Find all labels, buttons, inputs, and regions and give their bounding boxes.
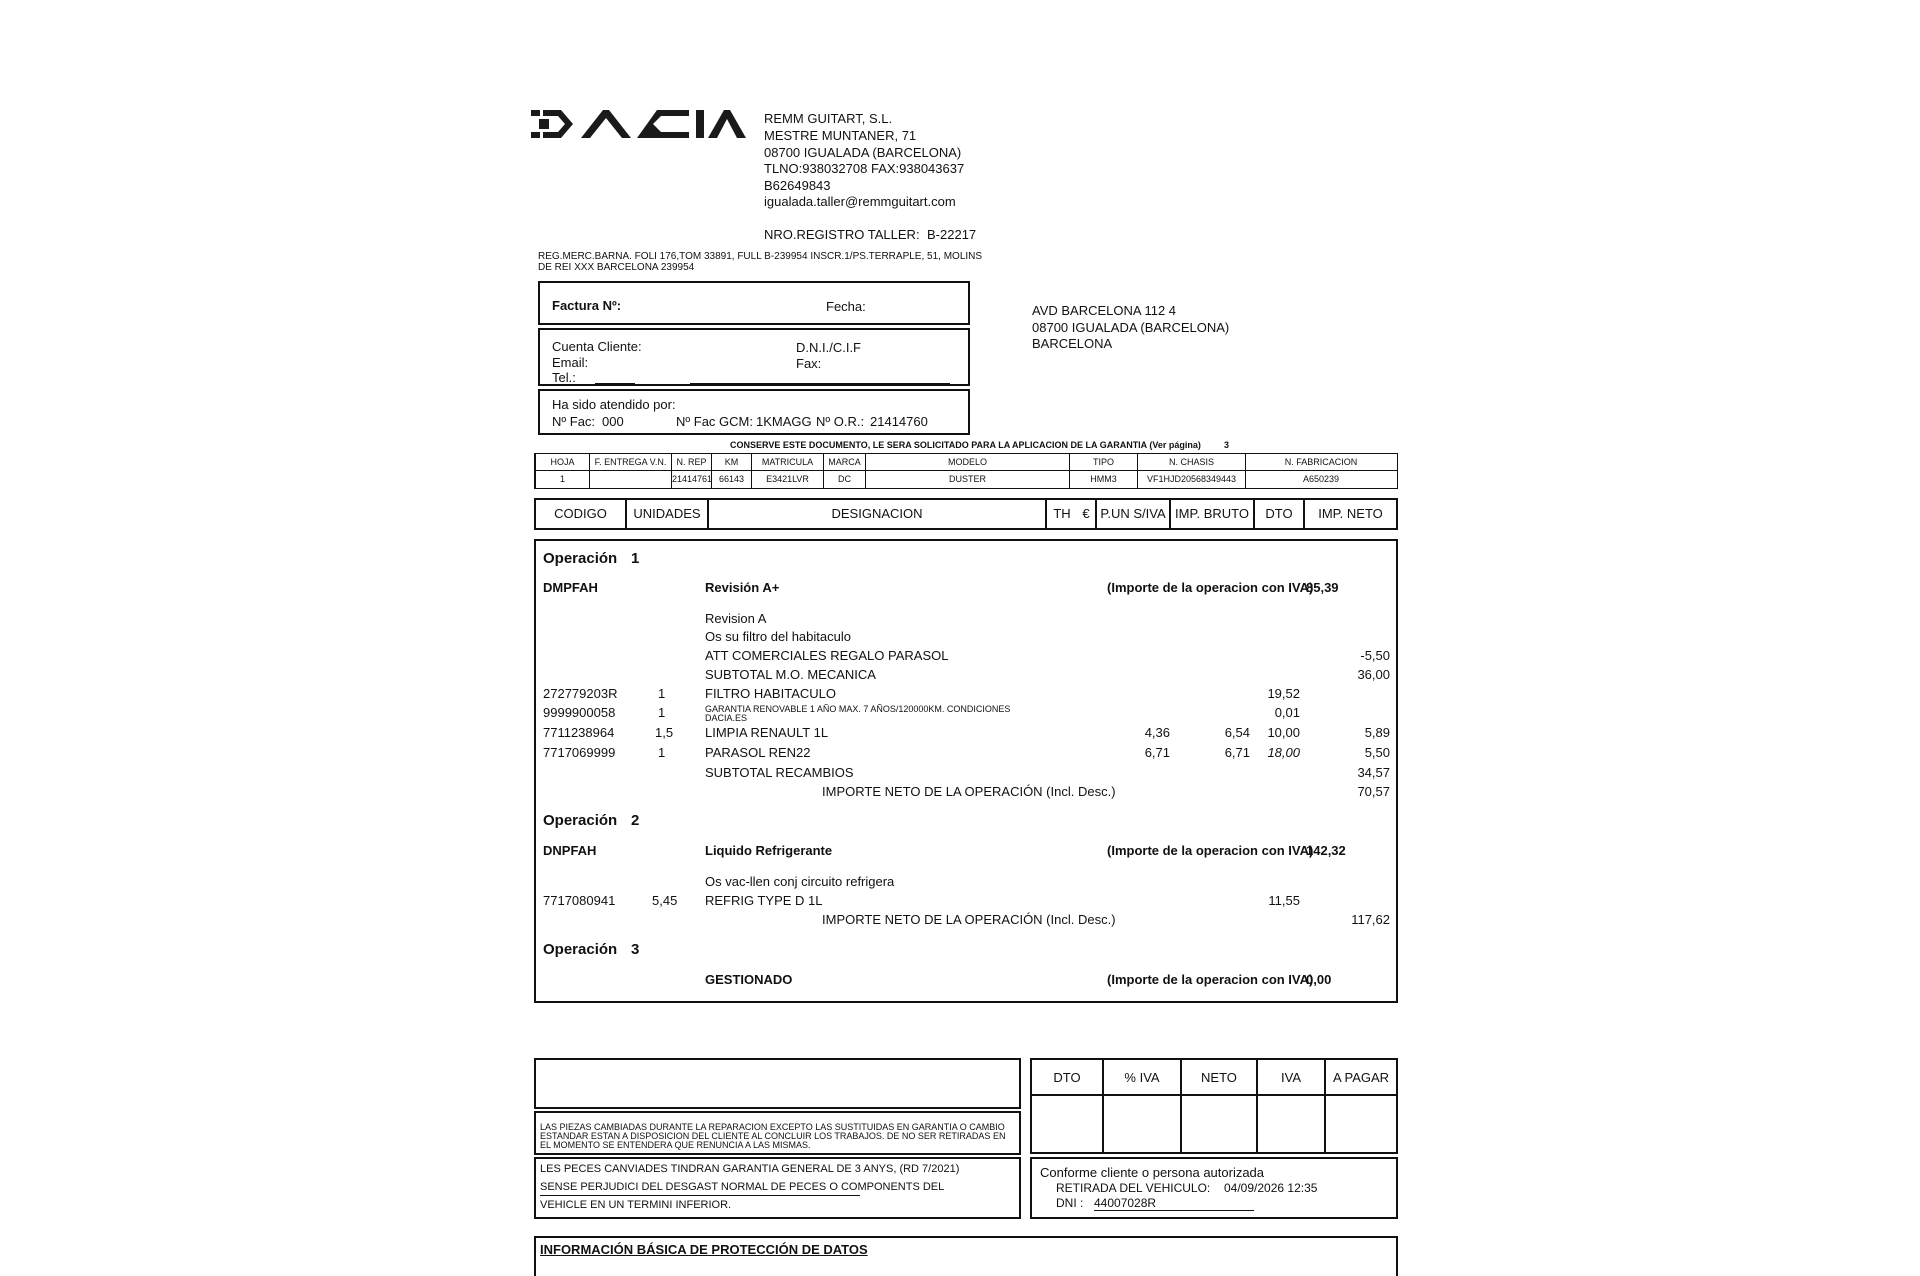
col-unidades: UNIDADES xyxy=(625,500,707,528)
op2-importe-value: 142,32 xyxy=(1306,843,1346,858)
op1-neto-value: 70,57 xyxy=(1357,784,1390,799)
table-row-dto: 10,00 xyxy=(1267,725,1300,740)
op1-sub-mo: SUBTOTAL M.O. MECANICA xyxy=(705,667,876,682)
op1-number: 1 xyxy=(631,550,640,567)
vehicle-col-marca xyxy=(823,454,865,488)
op2-desc1: Os vac-llen conj circuito refrigera xyxy=(705,874,895,889)
attended-by-box xyxy=(538,389,970,435)
vehicle-header: MARCA xyxy=(828,457,861,467)
col-dto: DTO xyxy=(1253,500,1303,528)
vehicle-col-nrep xyxy=(671,454,711,488)
warranty-line1: LES PECES CANVIADES TINDRAN GARANTIA GENERAL DE 3 ANYS, (RD 7/2021) xyxy=(540,1163,960,1175)
op1-att-neto: -5,50 xyxy=(1360,648,1390,663)
table-row-bruto: 6,54 xyxy=(1224,725,1250,740)
vehicle-header: HOJA xyxy=(550,457,575,467)
vehicle-col-entrega xyxy=(589,454,671,488)
table-row-bruto: 6,71 xyxy=(1224,745,1250,760)
op3-title: Operación xyxy=(543,941,618,958)
dni-value: 44007028R xyxy=(1094,1196,1157,1210)
totals-box xyxy=(1030,1058,1398,1154)
registro-value: B-22217 xyxy=(927,227,977,242)
dni-label: DNI : xyxy=(1056,1196,1084,1210)
dni-cif-label: D.N.I./C.I.F xyxy=(796,340,861,355)
totals-iva: IVA xyxy=(1256,1060,1324,1152)
warranty-line2: SENSE PERJUDICI DEL DESGAST NORMAL DE PECES O COMPONENTS DEL xyxy=(540,1181,945,1193)
op1-neto-label: IMPORTE NETO DE LA OPERACIÓN (Incl. Desc.) xyxy=(822,784,1116,799)
op1-title: Operación xyxy=(543,550,618,567)
gcm-value: 1KMAGG xyxy=(756,414,812,429)
totals-iva-pct: % IVA xyxy=(1102,1060,1180,1152)
vehicle-header: MODELO xyxy=(947,457,987,467)
vehicle-table xyxy=(534,453,1398,489)
fax-label: Fax: xyxy=(796,356,822,371)
op3-importe-value: 0,00 xyxy=(1306,972,1332,987)
op1-importe-label: (Importe de la operacion con IVA) xyxy=(1107,580,1314,595)
vehicle-col-modelo xyxy=(865,454,1069,488)
col-designacion: DESIGNACION xyxy=(707,500,1045,528)
op1-att: ATT COMERCIALES REGALO PARASOL xyxy=(705,648,949,663)
op1-code: DMPFAH xyxy=(543,580,598,595)
vehicle-header: MATRICULA xyxy=(761,457,814,467)
vehicle-value: 21414761 xyxy=(672,474,713,484)
warranty-box xyxy=(534,1157,1021,1219)
vehicle-header: N. CHASIS xyxy=(1168,457,1214,467)
warranty-line3: VEHICLE EN UN TERMINI INFERIOR. xyxy=(540,1199,732,1211)
totals-dto: DTO xyxy=(1053,1070,1081,1085)
table-row-desig: GARANTIA RENOVABLE 1 AÑO MAX. 7 AÑOS/120000KM. CONDICIONES DACIA.ES xyxy=(705,704,1011,723)
totals-neto: NETO xyxy=(1180,1060,1256,1152)
data-protection-title: INFORMACIÓN BÁSICA DE PROTECCIÓN DE DATOS xyxy=(540,1242,868,1257)
col-pun: P.UN S/IVA xyxy=(1095,500,1169,528)
op2-number: 2 xyxy=(631,812,640,829)
table-row-dto: 18,00 xyxy=(1267,745,1300,760)
vehicle-value: 1 xyxy=(559,474,565,484)
customer-address-line3: BARCELONA xyxy=(1032,336,1113,351)
legal-notice-1: LAS PIEZAS CAMBIADAS DURANTE LA REPARACION EXCEPTO LAS SUSTITUIDAS EN GARANTIA O CAMBIO ESTANDAR ESTAN A DISPOSICION DEL CLIENTE AL CONCLUIR LOS TRABAJOS. DE NO SER RETIRADAS EN EL MOMENTO SE ENTENDERA QUE RENUNCIA A LAS MISMAS. xyxy=(540,1122,1006,1150)
company-name: REMM GUITART, S.L. xyxy=(764,111,893,126)
table-row-units: 5,45 xyxy=(652,893,678,908)
dacia-logo xyxy=(531,108,746,140)
op1-name: Revisión A+ xyxy=(705,580,780,595)
operations-box xyxy=(534,539,1398,1003)
op2-neto-value: 117,62 xyxy=(1351,912,1390,927)
vehicle-header: TIPO xyxy=(1092,457,1114,467)
vehicle-col-fabricacion xyxy=(1245,454,1396,488)
vehicle-header: N. REP xyxy=(676,457,707,467)
vehicle-col-matricula xyxy=(751,454,823,488)
op3-importe-label: (Importe de la operacion con IVA) xyxy=(1107,972,1314,987)
vehicle-col-chasis xyxy=(1137,454,1245,488)
table-row-units: 1 xyxy=(658,745,666,760)
company-street: MESTRE MUNTANER, 71 xyxy=(764,128,917,143)
vehicle-header: F. ENTREGA V.N. xyxy=(594,457,667,467)
cuenta-label: Cuenta Cliente: xyxy=(552,339,642,354)
customer-address-line1: AVD BARCELONA 112 4 xyxy=(1032,303,1177,318)
or-label: Nº O.R.: xyxy=(816,414,865,429)
op3-name: GESTIONADO xyxy=(705,972,793,987)
table-row-neto: 5,50 xyxy=(1364,745,1390,760)
col-currency: € xyxy=(1082,506,1090,521)
customer-account-box xyxy=(538,328,970,386)
op1-importe-value: 85,39 xyxy=(1306,580,1339,595)
op1-sub-rec: SUBTOTAL RECAMBIOS xyxy=(705,765,854,780)
op2-code: DNPFAH xyxy=(543,843,597,858)
table-row-pun: 4,36 xyxy=(1144,725,1170,740)
table-row-dto: 11,55 xyxy=(1268,893,1300,908)
company-cif: B62649843 xyxy=(764,178,831,193)
signature-box xyxy=(1030,1157,1398,1219)
nfac-value: 000 xyxy=(602,414,624,429)
table-row-dto: 0,01 xyxy=(1274,705,1300,720)
table-row-units: 1,5 xyxy=(655,725,674,740)
table-row-code: 9999900058 xyxy=(543,705,616,720)
or-value: 21414760 xyxy=(870,414,928,429)
email-label: Email: xyxy=(552,355,589,370)
table-row-desig: LIMPIA RENAULT 1L xyxy=(705,725,829,740)
vehicle-header: KM xyxy=(724,457,739,467)
table-row-units: 1 xyxy=(658,705,666,720)
table-row-desig: FILTRO HABITACULO xyxy=(705,686,836,701)
tel-label: Tel.: xyxy=(552,370,576,385)
table-row-desig: REFRIG TYPE D 1L xyxy=(705,893,823,908)
op3-number: 3 xyxy=(631,941,640,958)
table-row-neto: 5,89 xyxy=(1364,725,1390,740)
op1-desc2: Os su filtro del habitaculo xyxy=(705,629,851,644)
company-phones: TLNO:938032708 FAX:938043637 xyxy=(764,161,965,176)
vehicle-value: DUSTER xyxy=(948,474,986,484)
op1-sub-rec-neto: 34,57 xyxy=(1357,765,1390,780)
retirada-value: 04/09/2026 12:35 xyxy=(1224,1181,1318,1195)
table-row-code: 7717069999 xyxy=(543,745,616,760)
observations-box xyxy=(534,1058,1021,1109)
table-row-code: 272779203R xyxy=(543,686,618,701)
fecha-label: Fecha: xyxy=(826,299,866,314)
vehicle-value: HMM3 xyxy=(1090,474,1117,484)
warranty-notice-page: 3 xyxy=(1224,440,1230,450)
table-row-pun: 6,71 xyxy=(1144,745,1170,760)
vehicle-value: VF1HJD20568349443 xyxy=(1146,474,1237,484)
op1-desc1: Revision A xyxy=(705,611,767,626)
op2-title: Operación xyxy=(543,812,618,829)
op2-importe-label: (Importe de la operacion con IVA) xyxy=(1107,843,1314,858)
conforme-label: Conforme cliente o persona autorizada xyxy=(1040,1165,1265,1180)
gcm-label: Nº Fac GCM: xyxy=(676,414,753,429)
vehicle-value: E3421LVR xyxy=(766,474,809,484)
op2-neto-label: IMPORTE NETO DE LA OPERACIÓN (Incl. Desc.) xyxy=(822,912,1116,927)
table-row-code: 7717080941 xyxy=(543,893,616,908)
vehicle-value: 66143 xyxy=(718,474,745,484)
legal-notice-box xyxy=(534,1111,1021,1155)
company-city: 08700 IGUALADA (BARCELONA) xyxy=(764,145,962,160)
totals-a-pagar: A PAGAR xyxy=(1324,1060,1396,1152)
table-row-units: 1 xyxy=(658,686,666,701)
vehicle-value: A650239 xyxy=(1302,474,1340,484)
line-items-header xyxy=(534,498,1398,530)
reg-merc-line1: REG.MERC.BARNA. FOLI 176,TOM 33891, FULL B-239954 INSCR.1/PS.TERRAPLE, 51, MOLINS xyxy=(538,251,983,262)
atendido-label: Ha sido atendido por: xyxy=(552,397,676,412)
customer-address-line2: 08700 IGUALADA (BARCELONA) xyxy=(1032,320,1230,335)
col-codigo: CODIGO xyxy=(554,506,607,521)
nfac-label: Nº Fac: xyxy=(552,414,596,429)
reg-merc-line2: DE REI XXX BARCELONA 239954 xyxy=(538,262,695,273)
registro-label: NRO.REGISTRO TALLER: xyxy=(764,227,920,242)
col-th: TH xyxy=(1045,500,1077,528)
op1-sub-mo-neto: 36,00 xyxy=(1357,667,1390,682)
col-bruto: IMP. BRUTO xyxy=(1169,500,1253,528)
table-row-dto: 19,52 xyxy=(1267,686,1300,701)
warranty-notice: CONSERVE ESTE DOCUMENTO, LE SERA SOLICITADO PARA LA APLICACION DE LA GARANTIA (Ver página) xyxy=(730,440,1201,450)
vehicle-header: N. FABRICACION xyxy=(1284,457,1358,467)
company-email: igualada.taller@remmguitart.com xyxy=(764,194,956,209)
vehicle-value: DC xyxy=(838,474,851,484)
op2-name: Liquido Refrigerante xyxy=(705,843,833,858)
table-row-desig: PARASOL REN22 xyxy=(705,745,811,760)
vehicle-col-hoja xyxy=(535,454,589,488)
col-neto: IMP. NETO xyxy=(1303,500,1396,528)
vehicle-col-tipo xyxy=(1069,454,1137,488)
vehicle-col-km xyxy=(711,454,751,488)
data-protection-box xyxy=(534,1236,1398,1276)
table-row-code: 7711238964 xyxy=(543,725,615,740)
factura-label: Factura Nº: xyxy=(552,298,622,313)
retirada-label: RETIRADA DEL VEHICULO: xyxy=(1056,1181,1211,1195)
invoice-number-box xyxy=(538,281,970,325)
